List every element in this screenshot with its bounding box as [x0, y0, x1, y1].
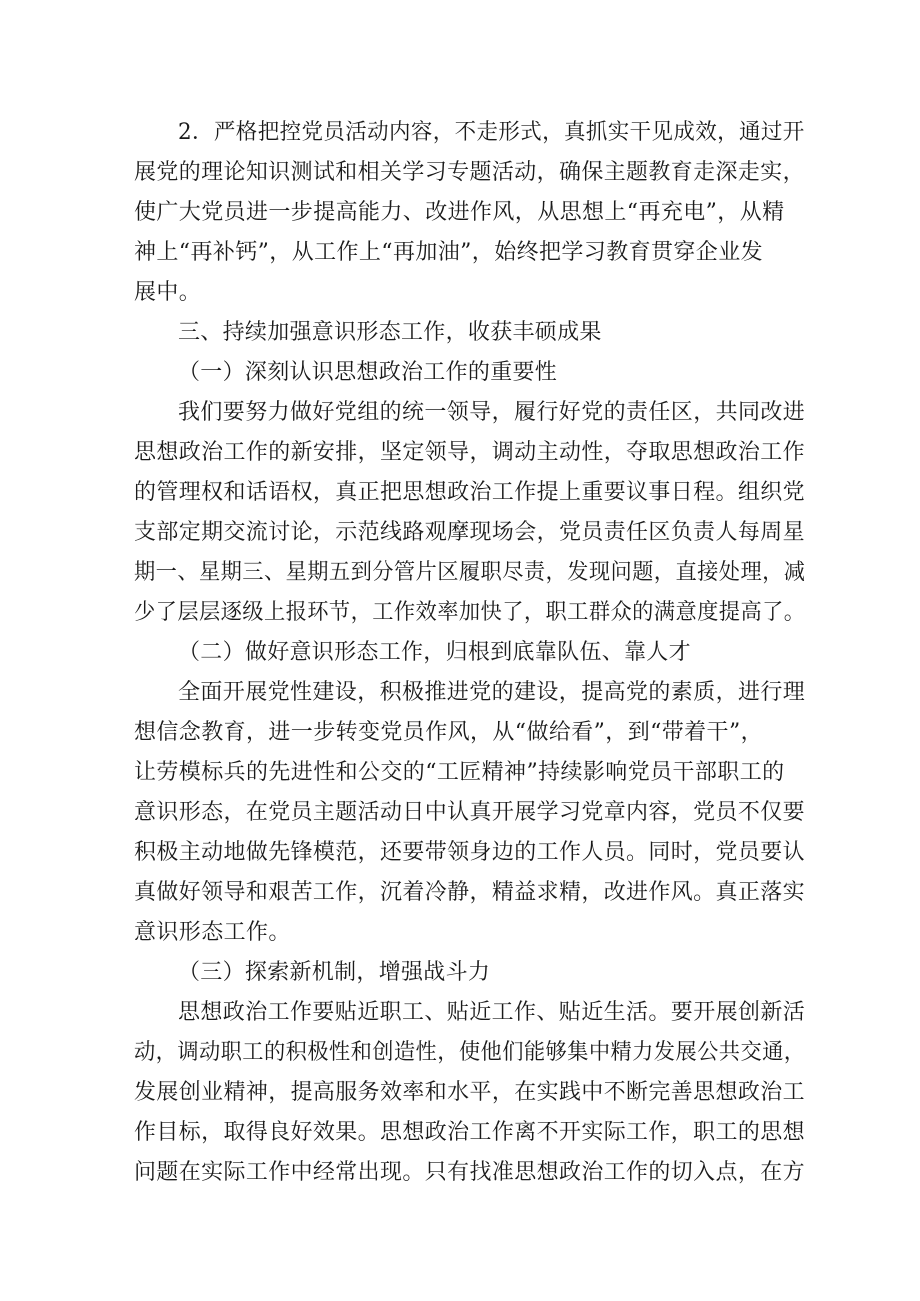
paragraph-line: 2．严格把控党员活动内容，不走形式，真抓实干见成效，通过开 [178, 120, 805, 145]
subsection-heading: （二）做好意识形态工作，归根到底靠队伍、靠人才 [178, 640, 691, 665]
paragraph-line: 使广大党员进一步提高能力、改进作风，从思想上“再充电”，从精 [134, 200, 785, 225]
paragraph-line: 意识形态工作。 [134, 920, 291, 945]
subsection-heading: （一）深刻认识思想政治工作的重要性 [178, 360, 558, 385]
paragraph-line: 的管理权和话语权，真正把思想政治工作提上重要议事日程。组织党 [134, 480, 806, 505]
paragraph-line: 少了层层逐级上报环节，工作效率加快了，职工群众的满意度提高了。 [134, 600, 806, 625]
paragraph-line: 全面开展党性建设，积极推进党的建设，提高党的素质，进行理 [178, 680, 806, 705]
paragraph-line: 支部定期交流讨论，示范线路观摩现场会，党员责任区负责人每周星 [134, 520, 806, 545]
paragraph-line: 真做好领导和艰苦工作，沉着冷静，精益求精，改进作风。真正落实 [134, 880, 806, 905]
paragraph-line: 问题在实际工作中经常出现。只有找准思想政治工作的切入点，在方 [134, 1160, 806, 1185]
subsection-heading: （三）探索新机制，增强战斗力 [178, 960, 491, 985]
paragraph-line: 期一、星期三、星期五到分管片区履职尽责，发现问题，直接处理，减 [134, 560, 806, 585]
paragraph-line: 意识形态，在党员主题活动日中认真开展学习党章内容，党员不仅要 [134, 800, 806, 825]
paragraph-line: 展中。 [134, 280, 202, 305]
paragraph-line: 我们要努力做好党组的统一领导，履行好党的责任区，共同改进 [178, 400, 806, 425]
paragraph-line: 作目标，取得良好效果。思想政治工作离不开实际工作，职工的思想 [134, 1120, 806, 1145]
section-heading: 三、持续加强意识形态工作，收获丰硕成果 [178, 320, 602, 345]
paragraph-line: 思想政治工作要贴近职工、贴近工作、贴近生活。要开展创新活 [178, 1000, 806, 1025]
paragraph-line: 展党的理论知识测试和相关学习专题活动，确保主题教育走深走实， [134, 160, 806, 185]
paragraph-line: 思想政治工作的新安排，坚定领导，调动主动性，夺取思想政治工作 [134, 440, 806, 465]
paragraph-line: 想信念教育，进一步转变党员作风，从“做给看”，到“带着干”， [134, 720, 763, 745]
paragraph-line: 神上“再补钙”，从工作上“再加油”，始终把学习教育贯穿企业发 [134, 240, 763, 265]
paragraph-line: 让劳模标兵的先进性和公交的“工匠精神”持续影响党员干部职工的 [134, 760, 785, 785]
paragraph-line: 动，调动职工的积极性和创造性，使他们能够集中精力发展公共交通， [134, 1040, 806, 1065]
paragraph-line: 积极主动地做先锋模范，还要带领身边的工作人员。同时，党员要认 [134, 840, 806, 865]
paragraph-line: 发展创业精神，提高服务效率和水平，在实践中不断完善思想政治工 [134, 1080, 806, 1105]
